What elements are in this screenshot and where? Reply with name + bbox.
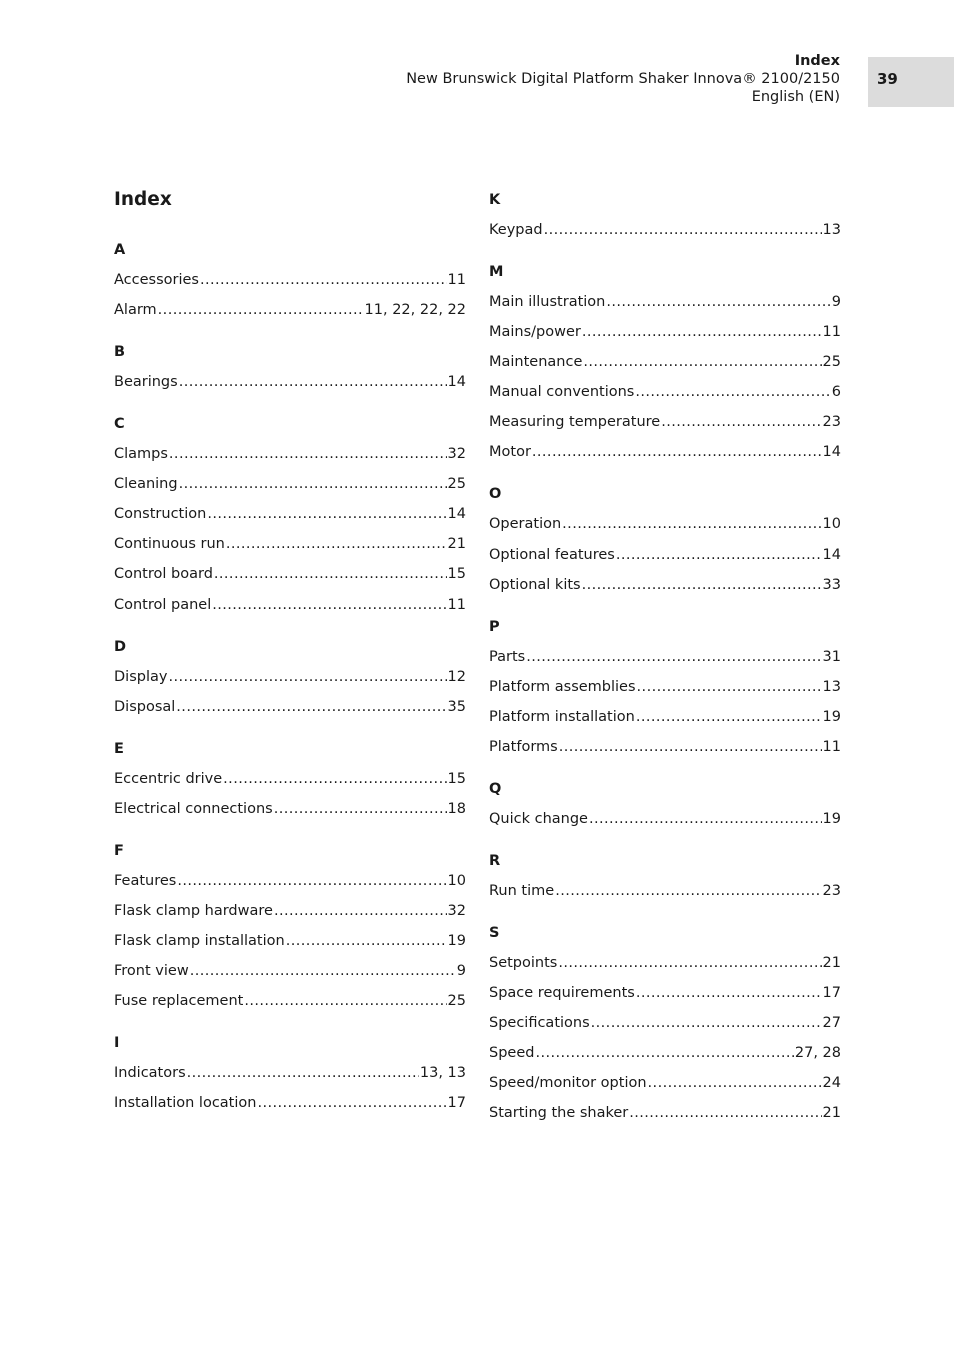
index-page-ref: 23 xyxy=(822,414,841,431)
index-entry xyxy=(489,1073,841,1093)
index-term: Indicators xyxy=(114,1065,186,1082)
running-header xyxy=(406,52,840,106)
page-number-tab xyxy=(868,57,954,107)
dot-leader xyxy=(190,961,456,981)
index-term: Quick change xyxy=(489,810,588,827)
index-term: Optional kits xyxy=(489,576,581,593)
index-page-ref: 32 xyxy=(447,446,466,463)
index-entry xyxy=(489,809,841,829)
index-term: Alarm xyxy=(114,302,157,319)
index-term: Keypad xyxy=(489,222,543,238)
index-entry xyxy=(114,270,466,290)
index-term: Eccentric drive xyxy=(114,770,223,787)
index-entry xyxy=(489,1103,841,1123)
index-entry xyxy=(489,953,841,973)
index-heading: Index xyxy=(114,189,172,210)
index-entry xyxy=(489,545,841,565)
index-term: Control panel xyxy=(114,596,212,613)
dot-leader xyxy=(158,300,364,320)
index-term: Front view xyxy=(114,963,189,980)
index-letter: O xyxy=(489,486,502,503)
index-entry xyxy=(489,737,841,757)
index-entry xyxy=(489,575,841,595)
dot-leader xyxy=(286,931,447,951)
index-page-ref: 11, 22, 22, 22 xyxy=(364,302,466,319)
dot-leader xyxy=(636,707,822,727)
index-group xyxy=(489,779,841,829)
index-entry xyxy=(489,677,841,697)
index-term: Run time xyxy=(489,882,555,899)
index-page-ref: 14 xyxy=(447,374,466,391)
page-number: 39 xyxy=(877,70,898,88)
index-group xyxy=(489,190,841,240)
index-term: Construction xyxy=(114,506,207,523)
index-term: Platform assemblies xyxy=(489,678,636,695)
dot-leader xyxy=(177,871,446,891)
index-entry xyxy=(489,352,841,372)
index-term: Installation location xyxy=(114,1095,257,1112)
index-letter: M xyxy=(489,264,504,280)
index-term: Continuous run xyxy=(114,536,225,553)
index-letter: B xyxy=(114,344,126,361)
index-page-ref: 21 xyxy=(822,954,841,971)
index-page-ref: 19 xyxy=(822,708,841,725)
index-page-ref: 14 xyxy=(447,506,466,523)
index-term: Maintenance xyxy=(489,354,583,371)
index-group xyxy=(114,739,466,819)
index-entry xyxy=(489,881,841,901)
index-letter: S xyxy=(489,924,500,941)
index-page-ref: 35 xyxy=(447,698,466,715)
index-page-ref: 21 xyxy=(822,1105,841,1122)
index-term: Optional features xyxy=(489,546,615,563)
index-page-ref: 12 xyxy=(447,668,466,685)
header-section-title: Index xyxy=(794,53,840,69)
dot-leader xyxy=(274,901,447,921)
index-page-ref: 19 xyxy=(822,810,841,827)
index-entry xyxy=(114,871,466,891)
index-letter: F xyxy=(114,842,124,859)
dot-leader xyxy=(582,575,822,595)
index-page-ref: 31 xyxy=(822,648,841,665)
dot-leader xyxy=(637,677,822,697)
index-page-ref: 11 xyxy=(822,324,841,341)
dot-leader xyxy=(169,444,447,464)
index-page-ref: 9 xyxy=(831,294,841,310)
index-group xyxy=(114,342,466,392)
index-group xyxy=(489,484,841,594)
index-page-ref: 25 xyxy=(447,476,466,493)
index-letter: C xyxy=(114,416,125,433)
index-term: Cleaning xyxy=(114,476,178,493)
index-group xyxy=(114,414,466,614)
index-letter: I xyxy=(114,1035,120,1052)
index-page-ref: 11 xyxy=(447,596,466,613)
index-term: Speed/monitor option xyxy=(489,1075,647,1092)
dot-leader xyxy=(526,647,821,667)
index-page-ref: 13 xyxy=(822,678,841,695)
index-term: Space requirements xyxy=(489,985,635,1002)
index-term: Speed xyxy=(489,1045,535,1062)
index-entry xyxy=(114,961,466,981)
dot-leader xyxy=(616,545,822,565)
index-entry xyxy=(489,707,841,727)
index-entry xyxy=(114,697,466,717)
index-page-ref: 21 xyxy=(447,536,466,553)
index-page-ref: 24 xyxy=(822,1075,841,1092)
dot-leader xyxy=(179,474,447,494)
index-page-ref: 10 xyxy=(822,516,841,533)
dot-leader xyxy=(606,292,830,312)
dot-leader xyxy=(200,270,447,290)
index-group xyxy=(489,262,841,462)
index-term: Display xyxy=(114,668,168,685)
index-term: Platform installation xyxy=(489,708,635,725)
index-entry xyxy=(489,412,841,432)
index-group xyxy=(114,637,466,717)
index-entry xyxy=(114,595,466,615)
index-entry xyxy=(489,1013,841,1033)
index-term: Measuring temperature xyxy=(489,414,661,431)
index-page-ref: 11 xyxy=(447,272,466,288)
index-term: Main illustration xyxy=(489,294,606,310)
index-entry xyxy=(489,983,841,1003)
index-page-ref: 23 xyxy=(822,882,841,899)
dot-leader xyxy=(582,322,822,342)
index-term: Disposal xyxy=(114,698,176,715)
index-entry xyxy=(114,991,466,1011)
index-term: Fuse replacement xyxy=(114,993,244,1010)
index-term: Clamps xyxy=(114,446,168,463)
index-term: Parts xyxy=(489,648,526,665)
index-entry xyxy=(114,1063,466,1083)
dot-leader xyxy=(555,881,821,901)
dot-leader xyxy=(187,1063,419,1083)
index-entry xyxy=(489,647,841,667)
dot-leader xyxy=(562,514,821,534)
index-page-ref: 9 xyxy=(456,963,466,980)
index-entry xyxy=(114,372,466,392)
dot-leader xyxy=(214,564,447,584)
index-entry xyxy=(114,474,466,494)
index-entry xyxy=(114,667,466,687)
index-page-ref: 13 xyxy=(822,222,841,238)
dot-leader xyxy=(589,809,822,829)
index-entry xyxy=(489,322,841,342)
index-letter: E xyxy=(114,740,124,757)
dot-leader xyxy=(661,412,821,432)
index-group xyxy=(489,923,841,1123)
index-entry xyxy=(114,1093,466,1113)
index-page-ref: 13, 13 xyxy=(419,1065,466,1082)
index-page-ref: 32 xyxy=(447,902,466,919)
index-entry xyxy=(489,220,841,240)
index-page-ref: 18 xyxy=(447,800,466,817)
index-term: Features xyxy=(114,872,177,889)
index-letter: A xyxy=(114,242,126,258)
index-term: Manual conventions xyxy=(489,384,635,401)
dot-leader xyxy=(535,1043,793,1063)
index-page-ref: 27, 28 xyxy=(794,1045,841,1062)
index-letter: D xyxy=(114,638,127,655)
index-term: Bearings xyxy=(114,374,178,391)
index-entry xyxy=(114,901,466,921)
index-term: Operation xyxy=(489,516,562,533)
header-language: English (EN) xyxy=(751,89,840,105)
index-letter: Q xyxy=(489,780,502,797)
dot-leader xyxy=(629,1103,821,1123)
index-letter: P xyxy=(489,618,500,635)
dot-leader xyxy=(223,769,446,789)
dot-leader xyxy=(257,1093,446,1113)
index-term: Setpoints xyxy=(489,954,558,971)
index-term: Flask clamp hardware xyxy=(114,902,273,919)
index-page-ref: 17 xyxy=(447,1095,466,1112)
dot-leader xyxy=(583,352,821,372)
dot-leader xyxy=(226,534,447,554)
index-term: Starting the shaker xyxy=(489,1105,629,1122)
index-letter: R xyxy=(489,852,501,869)
index-term: Accessories xyxy=(114,272,199,288)
index-entry xyxy=(114,534,466,554)
index-group xyxy=(114,240,466,320)
dot-leader xyxy=(636,983,822,1003)
index-entry xyxy=(114,504,466,524)
dot-leader xyxy=(532,442,822,462)
index-term: Specifications xyxy=(489,1015,590,1032)
index-page-ref: 14 xyxy=(822,546,841,563)
index-entry xyxy=(114,931,466,951)
index-letter: K xyxy=(489,192,501,208)
index-page-ref: 25 xyxy=(822,354,841,371)
index-page-ref: 27 xyxy=(822,1015,841,1032)
index-page-ref: 15 xyxy=(447,770,466,787)
index-entry xyxy=(489,442,841,462)
index-group xyxy=(114,1033,466,1113)
dot-leader xyxy=(558,953,821,973)
index-page-ref: 25 xyxy=(447,993,466,1010)
index-entry xyxy=(114,564,466,584)
dot-leader xyxy=(544,220,822,240)
index-term: Platforms xyxy=(489,738,558,755)
index-page-ref: 14 xyxy=(822,444,841,461)
dot-leader xyxy=(244,991,446,1011)
index-page-ref: 17 xyxy=(822,985,841,1002)
index-page-ref: 19 xyxy=(447,932,466,949)
index-page-ref: 33 xyxy=(822,576,841,593)
dot-leader xyxy=(591,1013,822,1033)
index-entry xyxy=(114,300,466,320)
index-term: Control board xyxy=(114,566,213,583)
dot-leader xyxy=(274,799,447,819)
dot-leader xyxy=(648,1073,822,1093)
index-group xyxy=(114,841,466,1011)
index-term: Flask clamp installation xyxy=(114,932,285,949)
dot-leader xyxy=(176,697,446,717)
dot-leader xyxy=(179,372,447,392)
header-document-title: New Brunswick Digital Platform Shaker Innova® 2100/2150 xyxy=(406,71,840,87)
index-page-ref: 15 xyxy=(447,566,466,583)
index-entry xyxy=(489,1043,841,1063)
dot-leader xyxy=(559,737,822,757)
dot-leader xyxy=(168,667,446,687)
index-term: Motor xyxy=(489,444,531,461)
index-column-left xyxy=(114,240,466,1135)
index-entry xyxy=(114,769,466,789)
index-entry xyxy=(114,444,466,464)
index-group xyxy=(489,851,841,901)
dot-leader xyxy=(207,504,446,524)
index-group xyxy=(489,617,841,757)
index-entry xyxy=(114,799,466,819)
dot-leader xyxy=(635,382,830,402)
index-page-ref: 6 xyxy=(831,384,841,401)
index-entry xyxy=(489,292,841,312)
index-entry xyxy=(489,514,841,534)
dot-leader xyxy=(212,595,446,615)
index-page-ref: 11 xyxy=(822,738,841,755)
index-column-right xyxy=(489,190,841,1145)
index-term: Mains/power xyxy=(489,324,581,341)
index-page-ref: 10 xyxy=(447,872,466,889)
index-term: Electrical connections xyxy=(114,800,273,817)
index-entry xyxy=(489,382,841,402)
